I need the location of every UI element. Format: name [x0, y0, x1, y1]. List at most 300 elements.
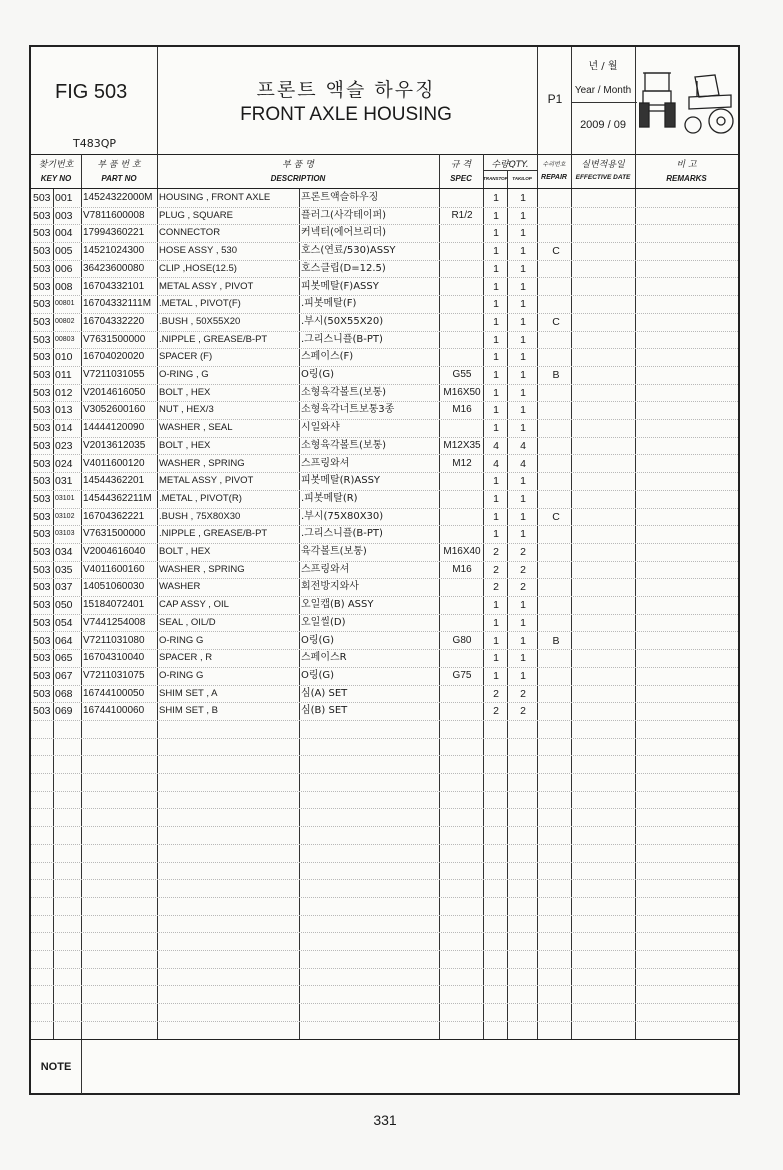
column-header-row — [31, 154, 738, 189]
part-no-cell: V2004616040 — [83, 546, 146, 557]
description-ko-cell: 호스(연료/530)ASSY — [301, 245, 396, 257]
sub-no-cell: 005 — [55, 245, 73, 258]
key-no-cell: 503 — [33, 404, 51, 417]
col-repair-ko: 수리번호 — [542, 161, 566, 168]
key-no-cell: 503 — [33, 280, 51, 293]
table-row — [31, 578, 738, 597]
key-no-cell: 503 — [33, 439, 51, 452]
qty-2-cell: 2 — [520, 546, 526, 558]
repair-code-cell — [539, 578, 573, 596]
qty-1-cell: 1 — [493, 245, 499, 258]
sub-no-cell: 034 — [55, 546, 73, 558]
sub-no-cell: 023 — [55, 439, 73, 452]
table-row — [31, 755, 738, 774]
description-ko-cell: 육각볼트(보통) — [301, 546, 367, 557]
description-ko-cell: O링(G) — [301, 634, 335, 646]
qty-1-cell: 1 — [493, 262, 499, 275]
key-no-cell: 503 — [33, 245, 51, 258]
repair-code-cell: B — [552, 369, 560, 381]
table-row — [31, 879, 738, 898]
table-row — [31, 224, 738, 243]
part-no-cell: V7441254008 — [83, 616, 146, 628]
col-spec-ko: 규 격 — [450, 160, 472, 170]
description-ko-cell: 소형육각너트보통3종 — [301, 404, 395, 416]
sub-no-cell: 024 — [55, 457, 73, 470]
table-row — [31, 791, 738, 810]
key-no-cell: 503 — [33, 510, 51, 523]
table-row — [31, 331, 738, 350]
spec-cell — [441, 348, 483, 366]
model-code: T483QP — [73, 137, 117, 150]
repair-code-cell: C — [552, 315, 560, 328]
spec-cell: R1/2 — [451, 209, 473, 221]
qty-2-cell: 1 — [520, 510, 526, 523]
description-cell: .NIPPLE , GREASE/B-PT — [159, 333, 268, 345]
table-row — [31, 773, 738, 792]
qty-1-cell: 1 — [493, 422, 499, 435]
repair-code-cell: C — [552, 245, 560, 258]
description-cell: CAP ASSY , OIL — [159, 599, 229, 611]
key-no-cell: 503 — [33, 351, 51, 364]
part-no-cell: 17994360221 — [83, 227, 145, 239]
qty-2-cell: 1 — [520, 315, 526, 328]
table-row — [31, 525, 738, 544]
description-cell: O-RING G — [159, 634, 204, 646]
part-no-cell: V7211031055 — [83, 369, 145, 380]
part-no-cell: 15184072401 — [83, 599, 145, 611]
qty-1-cell: 1 — [493, 351, 499, 364]
sheet-header — [31, 47, 738, 155]
table-row — [31, 313, 738, 332]
sub-no-cell: 068 — [55, 687, 73, 700]
description-ko-cell: 스페이스R — [301, 652, 347, 664]
part-no-cell: 16704332220 — [83, 315, 145, 327]
description-ko-cell: .피봇메탈(F) — [301, 298, 357, 310]
part-no-cell: V7211031080 — [83, 634, 145, 646]
qty-2-cell: 1 — [520, 492, 526, 505]
qty-1-cell: 1 — [493, 652, 499, 665]
qty-2-cell: 1 — [520, 634, 526, 647]
table-row — [31, 950, 738, 969]
table-row — [31, 561, 738, 580]
description-cell: HOUSING , FRONT AXLE — [159, 192, 271, 203]
description-cell: O-RING , G — [159, 369, 209, 380]
part-no-cell: 16744100060 — [83, 705, 145, 717]
spec-cell: M16X50 — [443, 386, 481, 398]
description-ko-cell: 심(B) SET — [301, 705, 348, 717]
part-no-cell: V2013612035 — [83, 439, 146, 451]
repair-code-cell — [539, 260, 573, 278]
sub-no-cell: 069 — [55, 705, 73, 718]
repair-code-cell — [539, 348, 573, 366]
title-korean: 프론트 액슬 하우징 — [256, 79, 436, 101]
qty-1-cell: 1 — [493, 333, 499, 346]
part-no-cell: 14544362211M — [83, 492, 152, 504]
sub-no-cell: 054 — [55, 616, 73, 629]
repair-code-cell — [539, 472, 573, 490]
part-no-cell: V7211031075 — [83, 669, 145, 681]
qty-2-cell: 1 — [520, 192, 526, 204]
sub-no-cell: 014 — [55, 422, 73, 435]
description-cell: WASHER , SPRING — [159, 563, 245, 575]
table-row — [31, 260, 738, 279]
description-ko-cell: 소형육각볼트(보통) — [301, 386, 387, 398]
key-no-cell: 503 — [33, 669, 51, 682]
col-spec-en: SPEC — [450, 174, 472, 183]
description-ko-cell: 플러그(사각테이퍼) — [301, 209, 387, 221]
table-row — [31, 809, 738, 828]
sub-no-cell: 001 — [55, 192, 73, 204]
sub-no-cell: 004 — [55, 227, 73, 240]
part-no-cell: 16704332101 — [83, 280, 145, 292]
key-no-cell: 503 — [33, 616, 51, 629]
description-ko-cell: .그리스니플(B-PT) — [301, 333, 383, 345]
qty-1-cell: 1 — [493, 315, 499, 328]
part-no-cell: V7631500000 — [83, 333, 146, 345]
description-ko-cell: .그리스니플(B-PT) — [301, 528, 383, 540]
spec-cell: M16 — [452, 404, 472, 416]
table-row — [31, 543, 738, 562]
tractor-icon — [639, 67, 735, 139]
key-no-cell: 503 — [33, 705, 51, 718]
repair-code-cell — [539, 295, 573, 313]
spec-cell — [441, 685, 483, 703]
description-cell: WASHER , SPRING — [159, 457, 245, 469]
key-no-cell: 503 — [33, 422, 51, 435]
table-row — [31, 242, 738, 261]
repair-code-cell — [539, 437, 573, 455]
key-no-cell: 503 — [33, 492, 51, 505]
sub-no-cell: 00802 — [55, 317, 75, 325]
table-row — [31, 685, 738, 704]
col-key-en: KEY NO — [40, 174, 72, 183]
repair-code-cell: C — [552, 510, 560, 523]
spec-cell — [441, 189, 483, 207]
qty-1-cell: 1 — [493, 599, 499, 612]
repair-code-cell — [539, 278, 573, 296]
qty-1-cell: 4 — [493, 439, 499, 452]
qty-2-cell: 1 — [520, 599, 526, 612]
issue-date: 2009 / 09 — [580, 119, 626, 131]
part-no-cell: 14521024300 — [83, 245, 145, 257]
key-no-cell: 503 — [33, 333, 51, 346]
page-code: P1 — [547, 92, 563, 106]
description-ko-cell: 회전방지와사 — [301, 581, 359, 593]
table-row — [31, 915, 738, 934]
part-no-cell: 14544362201 — [83, 475, 145, 487]
part-no-cell: V2014616050 — [83, 386, 146, 398]
description-cell: .BUSH , 50X55X20 — [159, 315, 241, 327]
sub-no-cell: 013 — [55, 404, 73, 417]
key-no-cell: 503 — [33, 315, 51, 328]
description-ko-cell: O링(G) — [301, 669, 335, 681]
description-ko-cell: .부시(75X80X30) — [301, 510, 384, 522]
repair-code-cell — [539, 401, 573, 419]
sub-no-cell: 00803 — [55, 335, 75, 343]
key-no-cell: 503 — [33, 652, 51, 665]
header-divider — [157, 47, 158, 154]
key-no-cell: 503 — [33, 528, 51, 541]
qty-2-cell: 1 — [520, 422, 526, 435]
note-section — [31, 1039, 738, 1094]
repair-code-cell — [539, 685, 573, 703]
part-no-cell: 14051060030 — [83, 581, 145, 593]
header-divider — [537, 47, 538, 154]
description-cell: SHIM SET , B — [159, 705, 218, 717]
qty-2-cell: 1 — [520, 333, 526, 346]
spec-cell — [441, 278, 483, 296]
table-row — [31, 1021, 738, 1040]
col-qty-sub1: TRANSTOP — [483, 176, 508, 181]
table-row — [31, 437, 738, 456]
spec-cell: M16X40 — [443, 546, 481, 557]
description-ko-cell: 피봇메탈(R)ASSY — [301, 475, 381, 487]
qty-1-cell: 2 — [493, 581, 499, 594]
col-eff-en: EFFECTIVE DATE — [575, 174, 631, 181]
key-no-cell: 503 — [33, 227, 51, 240]
col-desc-ko: 부 품 명 — [282, 160, 314, 170]
description-cell: PLUG , SQUARE — [159, 209, 233, 221]
repair-code-cell: B — [552, 634, 560, 647]
repair-code-cell — [539, 614, 573, 632]
spec-cell: G80 — [452, 634, 472, 646]
table-row — [31, 986, 738, 1005]
spec-cell — [441, 224, 483, 242]
description-cell: WASHER — [159, 581, 201, 593]
qty-2-cell: 1 — [520, 669, 526, 682]
qty-1-cell: 1 — [493, 669, 499, 682]
col-part-en: PART NO — [101, 174, 137, 183]
repair-code-cell — [539, 702, 573, 720]
qty-1-cell: 1 — [493, 227, 499, 240]
part-no-cell: 16744100050 — [83, 687, 145, 699]
spec-cell: G75 — [452, 669, 472, 681]
key-no-cell: 503 — [33, 634, 51, 647]
qty-1-cell: 1 — [493, 298, 499, 311]
description-ko-cell: 소형육각볼트(보통) — [301, 439, 387, 451]
key-no-cell: 503 — [33, 369, 51, 381]
part-no-cell: 16704020020 — [83, 351, 145, 363]
spec-cell — [441, 614, 483, 632]
spec-cell — [441, 596, 483, 614]
description-cell: NUT , HEX/3 — [159, 404, 214, 416]
description-ko-cell: 커넥터(에어브리더) — [301, 227, 387, 239]
part-no-cell: 16704310040 — [83, 652, 145, 664]
qty-1-cell: 1 — [493, 634, 499, 647]
key-no-cell: 503 — [33, 386, 51, 399]
description-ko-cell: O링(G) — [301, 369, 335, 380]
col-qty-ko: 수량QTY. — [491, 160, 529, 170]
qty-1-cell: 1 — [493, 475, 499, 488]
qty-2-cell: 1 — [520, 475, 526, 488]
sub-no-cell: 012 — [55, 386, 73, 399]
col-part-ko: 부 품 번 호 — [97, 160, 141, 170]
part-no-cell: V7811600008 — [83, 209, 145, 221]
fig-label: FIG 503 — [55, 81, 128, 103]
parts-table-body — [31, 189, 738, 1039]
sub-no-cell: 064 — [55, 634, 73, 647]
qty-2-cell: 2 — [520, 563, 526, 576]
description-cell: BOLT , HEX — [159, 546, 211, 557]
spec-cell — [441, 331, 483, 349]
description-cell: .NIPPLE , GREASE/B-PT — [159, 528, 268, 540]
key-no-cell: 503 — [33, 687, 51, 700]
qty-2-cell: 1 — [520, 369, 526, 381]
repair-code-cell — [539, 490, 573, 508]
description-ko-cell: 오일캡(B) ASSY — [301, 599, 374, 611]
spec-cell — [441, 490, 483, 508]
sub-no-cell: 031 — [55, 475, 73, 488]
table-row — [31, 596, 738, 615]
table-row — [31, 614, 738, 633]
description-ko-cell: 스페이스(F) — [301, 351, 354, 363]
col-rem-ko: 비 고 — [676, 160, 697, 170]
description-ko-cell: 오일씰(D) — [301, 616, 346, 628]
table-row — [31, 632, 738, 651]
qty-2-cell: 1 — [520, 351, 526, 364]
key-no-cell: 503 — [33, 475, 51, 488]
part-no-cell: 14524322000M — [83, 192, 153, 203]
sub-no-cell: 03101 — [55, 494, 75, 502]
col-repair-en: REPAIR — [541, 174, 567, 181]
qty-1-cell: 2 — [493, 705, 499, 718]
description-ko-cell: .부시(50X55X20) — [301, 315, 384, 327]
qty-1-cell: 2 — [493, 546, 499, 558]
qty-1-cell: 4 — [493, 457, 499, 470]
table-row — [31, 490, 738, 509]
spec-cell — [441, 472, 483, 490]
table-row — [31, 897, 738, 916]
description-ko-cell: 호스클립(D=12.5) — [301, 262, 386, 274]
sub-no-cell: 03103 — [55, 530, 75, 538]
sub-no-cell: 003 — [55, 209, 73, 222]
description-cell: CLIP ,HOSE(12.5) — [159, 262, 237, 274]
part-no-cell: V4011600160 — [83, 563, 145, 575]
qty-2-cell: 2 — [520, 687, 526, 700]
spec-cell — [441, 525, 483, 543]
qty-1-cell: 1 — [493, 280, 499, 293]
repair-code-cell — [539, 224, 573, 242]
table-row — [31, 401, 738, 420]
description-ko-cell: 스프링와셔 — [301, 563, 350, 575]
qty-1-cell: 1 — [493, 492, 499, 505]
sub-no-cell: 035 — [55, 563, 73, 576]
sub-no-cell: 008 — [55, 280, 73, 293]
key-no-cell: 503 — [33, 192, 51, 204]
part-no-cell: 16704332111M — [83, 298, 152, 310]
qty-2-cell: 1 — [520, 298, 526, 311]
qty-1-cell: 1 — [493, 192, 499, 204]
repair-code-cell — [539, 189, 573, 207]
table-row — [31, 419, 738, 438]
table-row — [31, 455, 738, 474]
qty-1-cell: 1 — [493, 369, 499, 381]
parts-sheet — [29, 45, 740, 1095]
sub-no-cell: 050 — [55, 599, 73, 612]
description-cell: METAL ASSY , PIVOT — [159, 475, 254, 487]
qty-2-cell: 2 — [520, 705, 526, 718]
key-no-cell: 503 — [33, 581, 51, 594]
table-row — [31, 826, 738, 845]
qty-2-cell: 1 — [520, 280, 526, 293]
description-ko-cell: 시일와샤 — [301, 422, 340, 434]
table-row — [31, 278, 738, 297]
sub-no-cell: 006 — [55, 262, 73, 275]
description-ko-cell: 스프링와셔 — [301, 457, 350, 469]
table-row — [31, 472, 738, 491]
spec-cell: M12X35 — [443, 439, 481, 451]
table-row — [31, 189, 738, 208]
qty-2-cell: 1 — [520, 262, 526, 275]
table-row — [31, 720, 738, 739]
qty-split — [483, 170, 537, 171]
spec-cell: G55 — [452, 369, 472, 380]
part-no-cell: V4011600120 — [83, 457, 145, 469]
table-row — [31, 384, 738, 403]
table-row — [31, 649, 738, 668]
description-ko-cell: .피봇메탈(R) — [301, 492, 358, 504]
table-row — [31, 862, 738, 881]
sub-no-cell: 03102 — [55, 512, 75, 520]
part-no-cell: 14444120090 — [83, 422, 145, 434]
qty-2-cell: 4 — [520, 457, 526, 470]
sub-no-cell: 00801 — [55, 300, 75, 308]
qty-1-cell: 1 — [493, 510, 499, 523]
repair-code-cell — [539, 649, 573, 667]
qty-1-cell: 1 — [493, 404, 499, 417]
repair-code-cell — [539, 596, 573, 614]
description-ko-cell: 피봇메탈(F)ASSY — [301, 280, 379, 292]
part-no-cell: 36423600080 — [83, 262, 145, 274]
page-number: 331 — [373, 1112, 397, 1128]
spec-cell — [441, 649, 483, 667]
qty-2-cell: 1 — [520, 209, 526, 222]
table-row — [31, 366, 738, 385]
description-cell: HOSE ASSY , 530 — [159, 245, 237, 257]
qty-1-cell: 1 — [493, 528, 499, 541]
description-cell: SPACER , R — [159, 652, 213, 664]
description-cell: CONNECTOR — [159, 227, 221, 239]
table-row — [31, 348, 738, 367]
col-desc-en: DESCRIPTION — [270, 174, 326, 183]
col-key-ko: 찾기번호 — [38, 160, 74, 170]
sub-no-cell: 067 — [55, 669, 73, 682]
qty-2-cell: 1 — [520, 616, 526, 629]
description-cell: .BUSH , 75X80X30 — [159, 510, 241, 522]
repair-code-cell — [539, 419, 573, 437]
key-no-cell: 503 — [33, 262, 51, 275]
table-row — [31, 932, 738, 951]
col-eff-ko: 실변적용일 — [581, 160, 625, 170]
spec-cell: M16 — [452, 563, 472, 575]
spec-cell — [441, 419, 483, 437]
spec-cell — [441, 508, 483, 526]
qty-1-cell: 1 — [493, 386, 499, 399]
description-cell: SPACER (F) — [159, 351, 213, 363]
repair-code-cell — [539, 384, 573, 402]
part-no-cell: V7631500000 — [83, 528, 146, 540]
note-label: NOTE — [31, 1040, 82, 1094]
qty-2-cell: 1 — [520, 245, 526, 258]
table-row — [31, 738, 738, 757]
part-no-cell: V3052600160 — [83, 404, 146, 416]
table-row — [31, 968, 738, 987]
table-row — [31, 1003, 738, 1022]
qty-2-cell: 1 — [520, 528, 526, 541]
spec-cell — [441, 702, 483, 720]
table-row — [31, 702, 738, 721]
description-cell: METAL ASSY , PIVOT — [159, 280, 254, 292]
